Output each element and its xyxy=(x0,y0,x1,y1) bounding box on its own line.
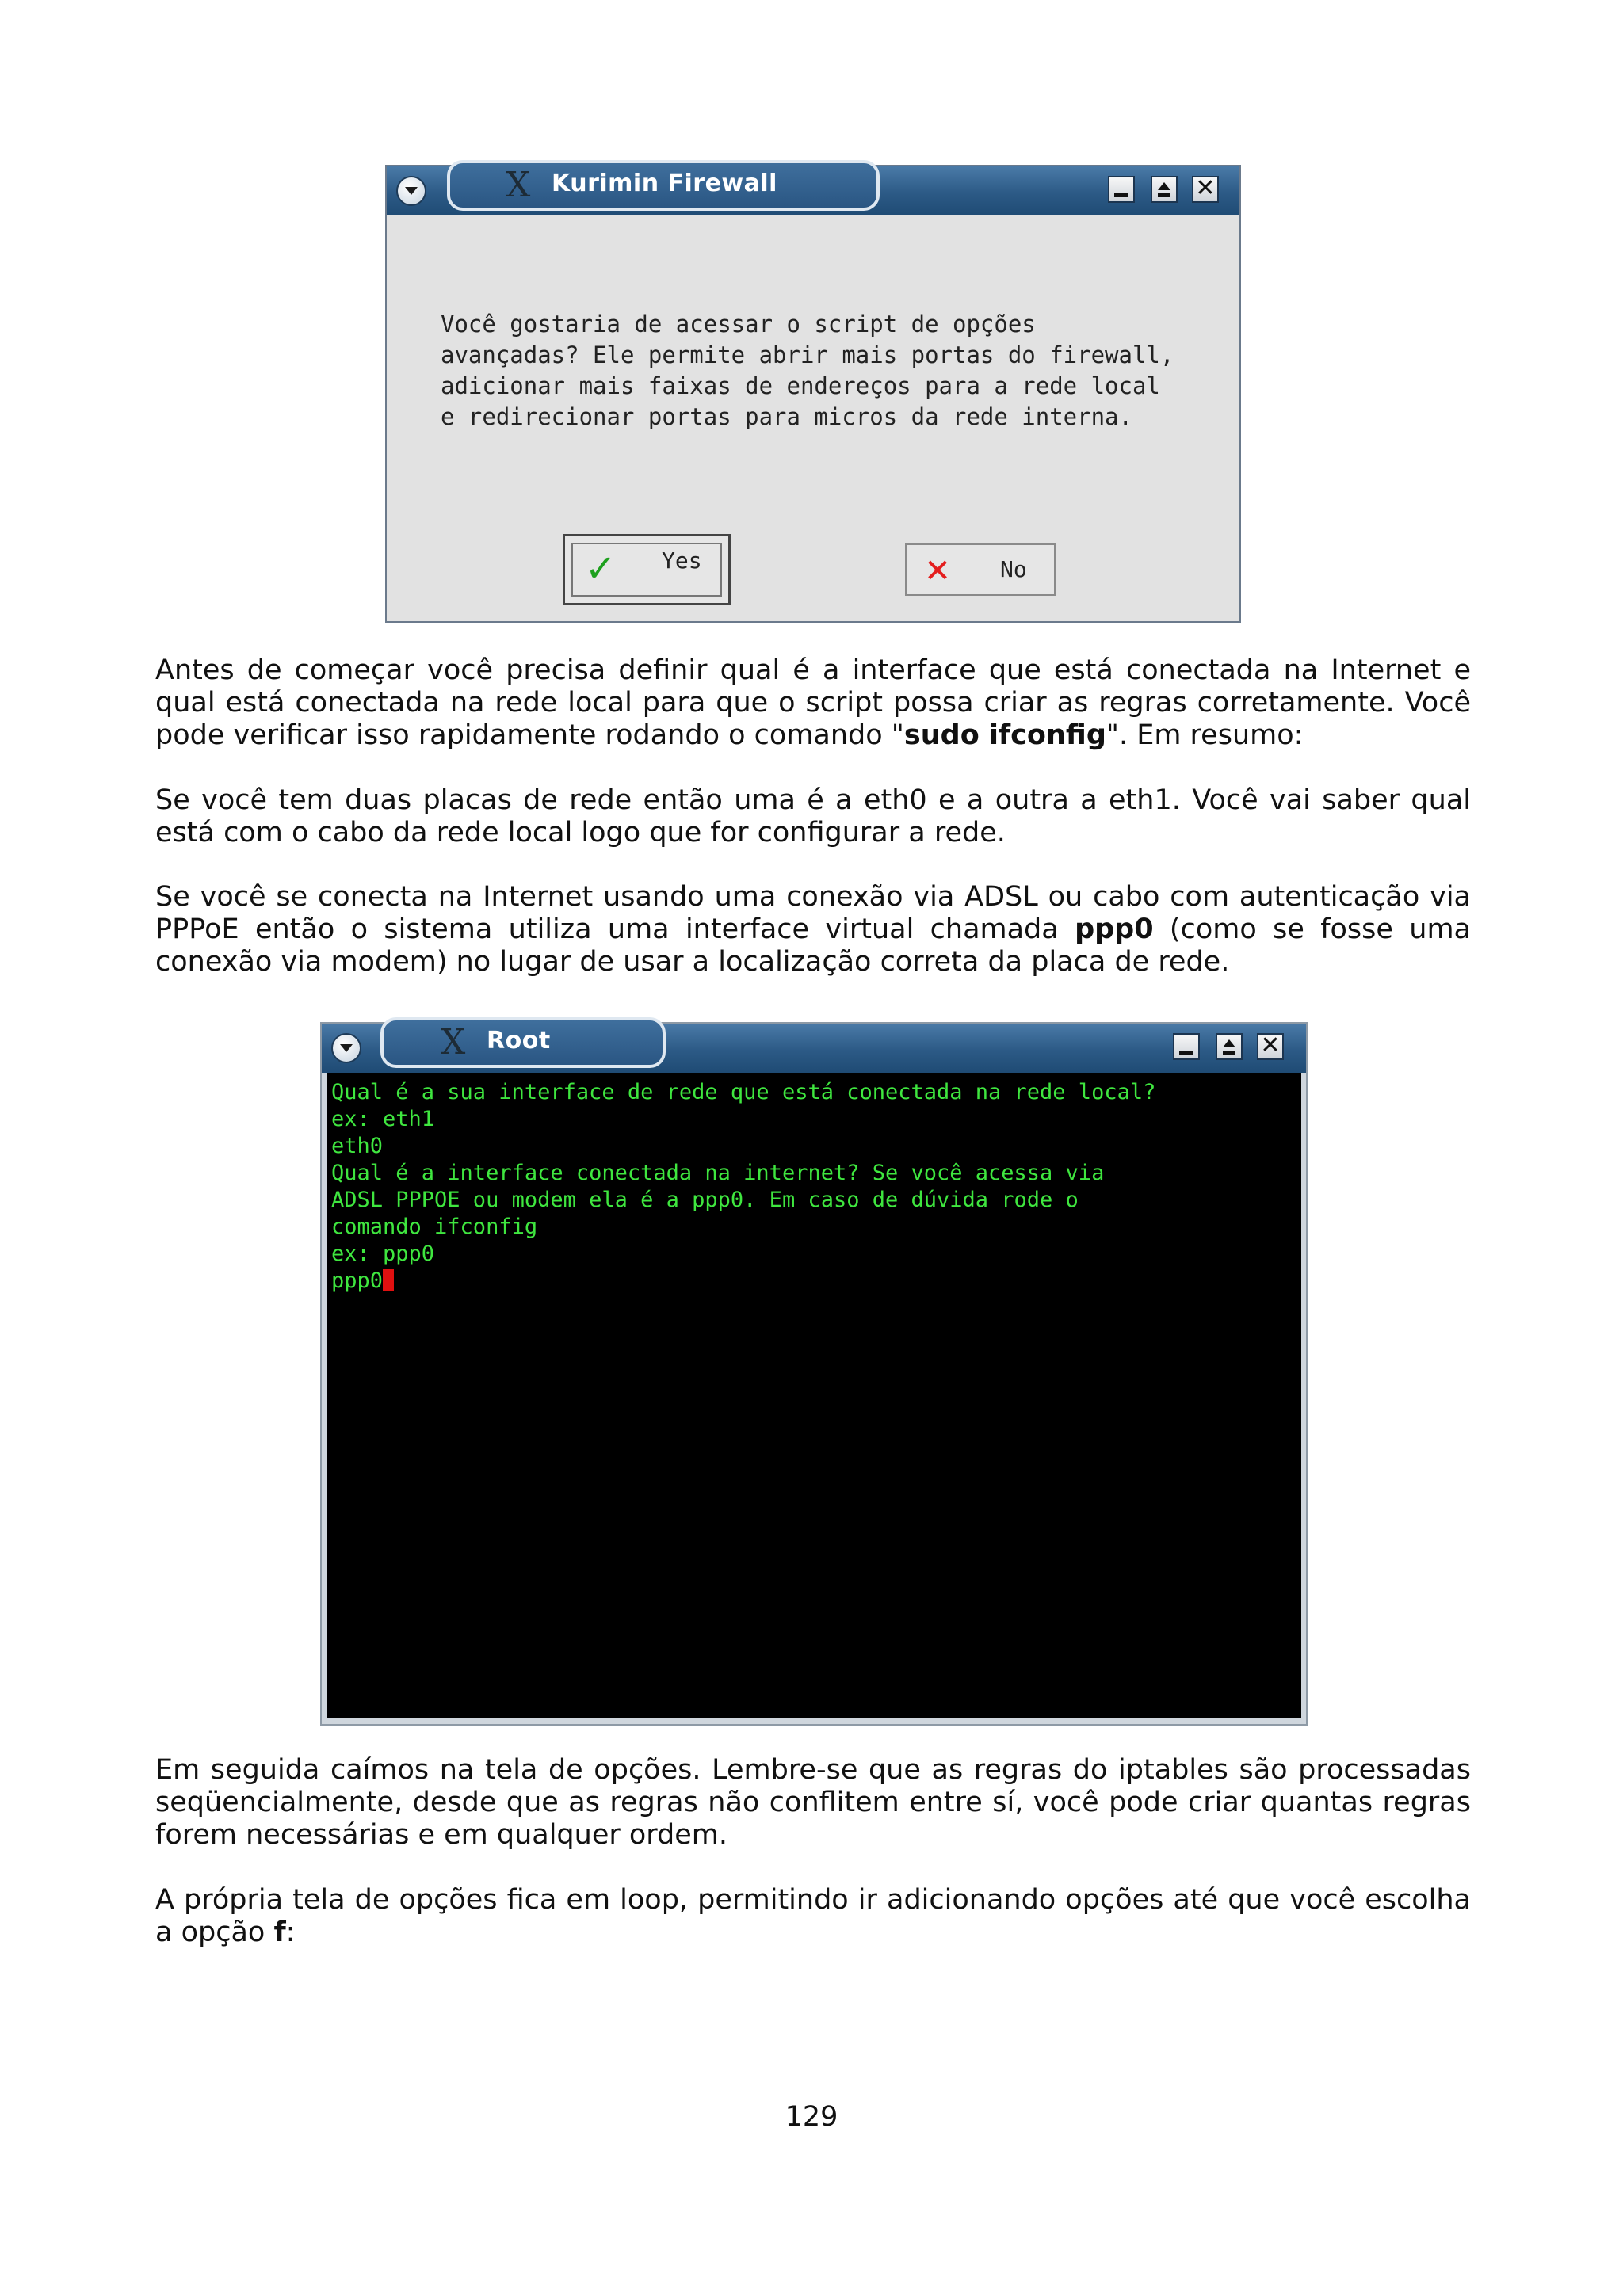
dialog-message: Você gostaria de acessar o script de opções avançadas? Ele permite abrir mais portas do firewall, adicionar mais faixas de endereços para a rede local e redirecionar portas para micros da rede interna. xyxy=(441,311,1174,430)
no-button-label: No xyxy=(1000,556,1027,582)
para5-text-b: : xyxy=(285,1917,296,1948)
paragraph-options-loop xyxy=(155,1884,1471,1949)
para1-command: sudo ifconfig xyxy=(903,719,1106,751)
terminal-line: eth0 xyxy=(331,1134,384,1158)
maximize-icon[interactable] xyxy=(1151,176,1178,203)
maximize-icon[interactable] xyxy=(1216,1033,1243,1060)
terminal-output xyxy=(331,1079,1155,1295)
no-button[interactable] xyxy=(905,543,1056,596)
terminal-cursor xyxy=(383,1269,394,1291)
paragraph-pppoe xyxy=(155,881,1471,978)
window-menu-icon[interactable] xyxy=(331,1033,361,1063)
terminal-titlebar xyxy=(322,1024,1306,1073)
paragraph-two-cards: Se você tem duas placas de rede então uma é a eth0 e a outra a eth1. Você vai saber qual está com o cabo da rede local logo que for configurar a rede. xyxy=(155,784,1471,849)
terminal-title: Root xyxy=(487,1027,551,1055)
terminal-input-text: ppp0 xyxy=(331,1268,384,1293)
para3-ppp0: ppp0 xyxy=(1075,913,1154,945)
terminal-line: ex: eth1 xyxy=(331,1107,435,1131)
para1-text-b: ". Em resumo: xyxy=(1106,719,1304,751)
kurimin-firewall-dialog xyxy=(385,165,1241,623)
root-terminal-window xyxy=(320,1022,1308,1726)
dialog-titlebar xyxy=(387,166,1239,215)
close-icon[interactable]: ✕ xyxy=(1192,176,1219,203)
terminal-input-line[interactable] xyxy=(331,1268,1155,1295)
terminal-line: ex: ppp0 xyxy=(331,1241,435,1266)
yes-button-inner xyxy=(571,543,722,597)
terminal-line: Qual é a interface conectada na internet? Se você acessa via xyxy=(331,1161,1105,1185)
terminal-title-tab xyxy=(380,1017,666,1068)
minimize-icon[interactable] xyxy=(1108,176,1135,203)
para5-text-a: A própria tela de opções fica em loop, permitindo ir adicionando opções até que você escolha a opção xyxy=(155,1884,1471,1948)
para5-option-f: f xyxy=(273,1917,286,1948)
close-icon[interactable]: ✕ xyxy=(1257,1033,1284,1060)
terminal-body[interactable] xyxy=(327,1073,1301,1718)
terminal-line: ADSL PPPOE ou modem ela é a ppp0. Em caso de dúvida rode o xyxy=(331,1188,1079,1212)
cross-icon: ✕ xyxy=(926,545,950,591)
page-number: 129 xyxy=(785,2101,838,2133)
x-logo-icon: X xyxy=(506,165,531,205)
paragraph-interface-intro xyxy=(155,654,1471,752)
para3-text-b: (como se fosse uma conexão via modem) no lugar de usar a localização correta da placa de rede. xyxy=(155,913,1472,978)
minimize-icon[interactable] xyxy=(1173,1033,1200,1060)
window-menu-icon[interactable] xyxy=(396,176,426,206)
paragraph-options-screen: Em seguida caímos na tela de opções. Lembre-se que as regras do iptables são processadas seqüencialmente, desde que as regras não conflitem entre sí, você pode criar quantas regras forem necessárias e em qualquer ordem. xyxy=(155,1754,1471,1851)
para3-text-a: Se você se conecta na Internet usando uma conexão via ADSL ou cabo com autenticação via PPPoE então o sistema utiliza uma interface virtual chamada xyxy=(155,881,1471,945)
dialog-title-tab xyxy=(447,160,880,211)
x-logo-icon: X xyxy=(441,1022,466,1062)
terminal-line: Qual é a sua interface de rede que está conectada na rede local? xyxy=(331,1080,1156,1104)
check-icon: ✓ xyxy=(587,542,613,592)
terminal-line: comando ifconfig xyxy=(331,1215,538,1239)
dialog-title: Kurimin Firewall xyxy=(552,170,777,197)
yes-button-label: Yes xyxy=(662,547,702,574)
para1-text-a: Antes de começar você precisa definir qual é a interface que está conectada na Internet e qual está conectada na rede local para que o script possa criar as regras corretamente. Você pode verificar isso rapidamente rodando o comando " xyxy=(155,654,1471,751)
yes-button[interactable] xyxy=(563,534,731,605)
